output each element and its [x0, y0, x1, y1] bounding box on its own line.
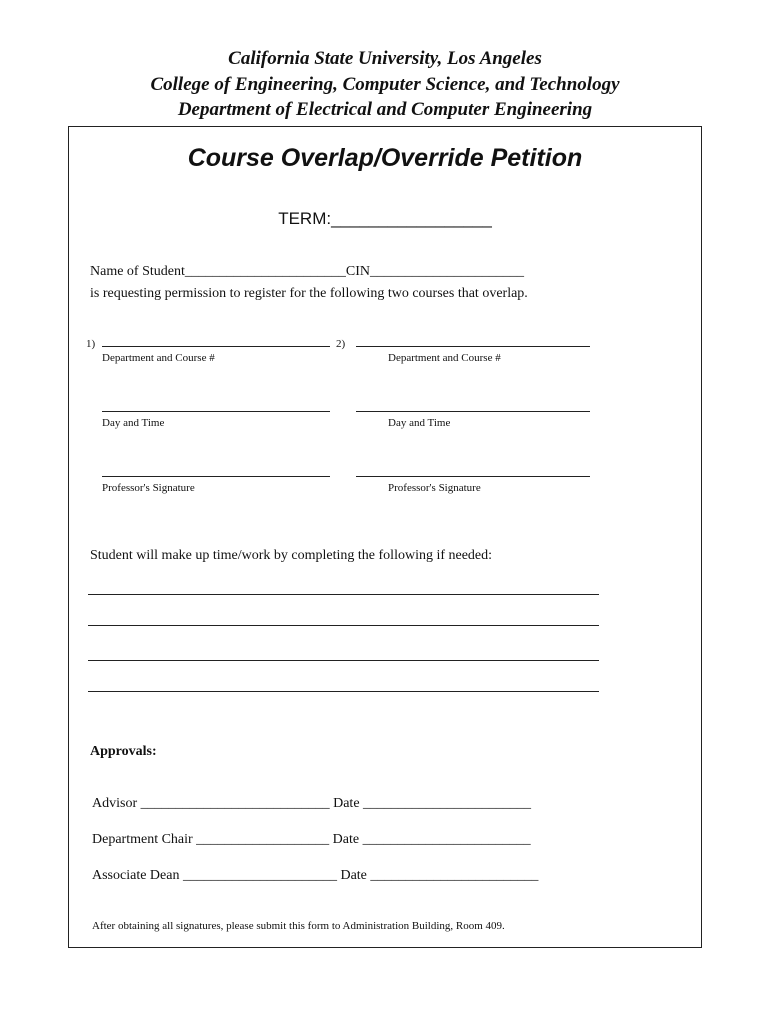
college-name: College of Engineering, Computer Science, and Technology	[150, 74, 620, 95]
department-name: Department of Electrical and Computer Engineering	[177, 99, 593, 120]
advisor-signature-field[interactable]: Advisor ___________________________ Date ________________________	[92, 796, 532, 811]
makeup-line-4[interactable]	[88, 691, 599, 692]
university-name: California State University, Los Angeles	[228, 48, 542, 69]
course1-professor-signature-line[interactable]	[102, 476, 330, 477]
course1-daytime-line[interactable]	[102, 411, 330, 412]
makeup-line-1[interactable]	[88, 594, 599, 595]
course2-professor-signature-line[interactable]	[356, 476, 590, 477]
form-title: Course Overlap/Override Petition	[187, 144, 583, 172]
student-name-cin-field[interactable]: Name of Student_______________________CIN______________________	[90, 264, 524, 279]
course1-professor-signature-label: Professor's Signature	[102, 482, 195, 494]
course2-dept-label: Department and Course #	[388, 352, 501, 364]
associate-dean-signature-field[interactable]: Associate Dean ______________________ Date ________________________	[92, 868, 539, 883]
footer-note: After obtaining all signatures, please submit this form to Administration Building, Room 409.	[92, 920, 505, 932]
course1-dept-label: Department and Course #	[102, 352, 215, 364]
request-text: is requesting permission to register for the following two courses that overlap.	[90, 286, 528, 301]
makeup-line-3[interactable]	[88, 660, 599, 661]
makeup-text: Student will make up time/work by completing the following if needed:	[90, 548, 493, 563]
course1-daytime-label: Day and Time	[102, 417, 165, 429]
approvals-heading: Approvals:	[90, 744, 157, 759]
course2-daytime-label: Day and Time	[388, 417, 451, 429]
course1-dept-line[interactable]	[102, 346, 330, 347]
course2-dept-line[interactable]	[356, 346, 590, 347]
form-border	[68, 126, 702, 948]
makeup-line-2[interactable]	[88, 625, 599, 626]
course2-professor-signature-label: Professor's Signature	[388, 482, 481, 494]
course2-daytime-line[interactable]	[356, 411, 590, 412]
department-chair-signature-field[interactable]: Department Chair ___________________ Date ________________________	[92, 832, 531, 847]
term-field[interactable]: TERM:_________________	[278, 209, 492, 228]
course1-marker: 1)	[86, 338, 96, 350]
course2-marker: 2)	[336, 338, 346, 350]
